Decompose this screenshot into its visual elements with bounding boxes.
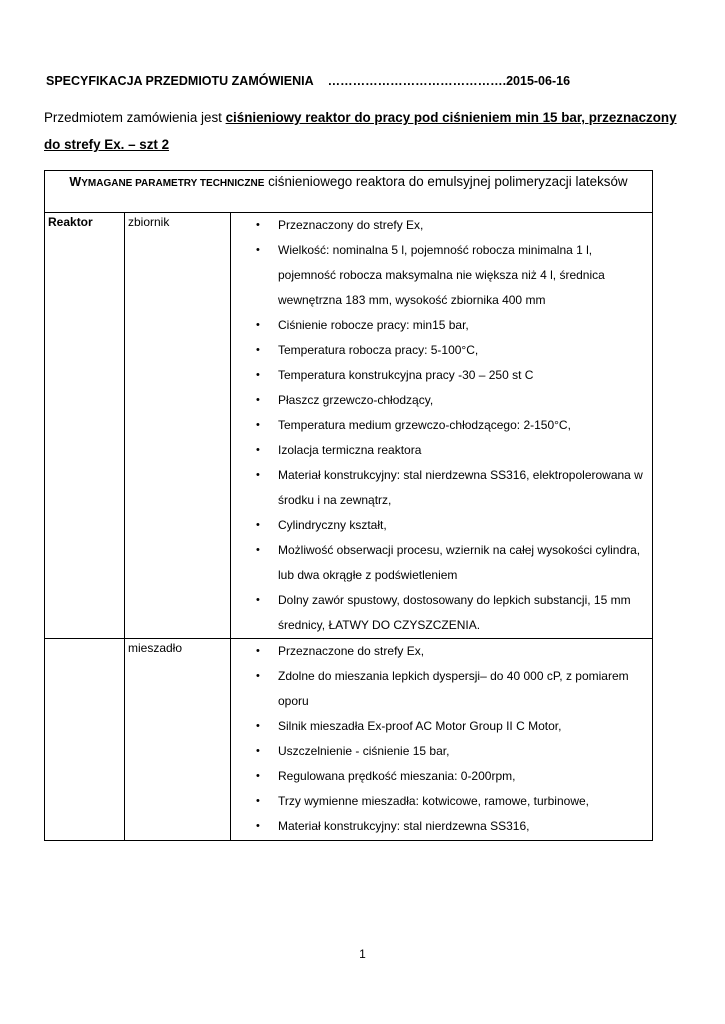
list-item [231, 639, 652, 664]
list-item [231, 388, 652, 413]
zbiornik-parameters-list [231, 213, 652, 638]
list-item [231, 714, 652, 739]
component-label-mieszadlo: mieszadło [125, 639, 231, 841]
list-item-text: Zdolne do mieszania lepkich dyspersji– do 40 000 cP, z pomiarem oporu [278, 669, 629, 708]
list-item-text: Izolacja termiczna reaktora [278, 443, 422, 457]
list-item-text: Możliwość obserwacji procesu, wziernik na całej wysokości cylindra, lub dwa okrągłe z podświetleniem [278, 543, 641, 582]
list-item [231, 764, 652, 789]
list-item [231, 814, 652, 839]
bullet-icon: • [256, 820, 260, 832]
table-row-zbiornik [45, 213, 653, 639]
bullet-icon: • [256, 795, 260, 807]
header-smallcaps-rest: YMAGANE PARAMETRY TECHNICZNE [81, 178, 265, 189]
document-heading [46, 74, 570, 88]
intro-paragraph [44, 104, 689, 158]
list-item [231, 313, 652, 338]
heading-title: SPECYFIKACJA PRZEDMIOTU ZAMÓWIENIA [46, 74, 314, 88]
parameters-list-cell [231, 213, 653, 639]
list-item [231, 789, 652, 814]
bullet-icon: • [256, 394, 260, 406]
list-item-text: Temperatura konstrukcyjna pracy -30 – 250 st C [278, 368, 534, 382]
list-item-text: Przeznaczony do strefy Ex, [278, 218, 424, 232]
bullet-icon: • [256, 645, 260, 657]
bullet-icon: • [256, 319, 260, 331]
table-header-cell [45, 171, 653, 213]
section-label-reaktor: Reaktor [45, 213, 125, 639]
bullet-icon: • [256, 770, 260, 782]
list-item [231, 463, 652, 513]
list-item [231, 213, 652, 238]
list-item-text: Trzy wymienne mieszadła: kotwicowe, ramowe, turbinowe, [278, 794, 589, 808]
bullet-icon: • [256, 594, 260, 606]
list-item [231, 513, 652, 538]
bullet-icon: • [256, 219, 260, 231]
bullet-icon: • [256, 720, 260, 732]
list-item [231, 664, 652, 714]
page-number: 1 [359, 947, 366, 961]
bullet-icon: • [256, 544, 260, 556]
list-item [231, 338, 652, 363]
list-item [231, 739, 652, 764]
bullet-icon: • [256, 369, 260, 381]
list-item-text: Materiał konstrukcyjny: stal nierdzewna SS316, elektropolerowana w środku i na zewnątrz, [278, 468, 643, 507]
header-smallcaps [69, 175, 265, 189]
list-item-text: Temperatura robocza pracy: 5-100°C, [278, 343, 479, 357]
list-item [231, 438, 652, 463]
section-label-empty [45, 639, 125, 841]
bullet-icon: • [256, 244, 260, 256]
list-item [231, 588, 652, 638]
list-item-text: Płaszcz grzewczo-chłodzący, [278, 393, 434, 407]
list-item-text: Temperatura medium grzewczo-chłodzącego: 2-150°C, [278, 418, 571, 432]
specification-table [44, 170, 653, 841]
list-item-text: Cylindryczny kształt, [278, 518, 387, 532]
heading-dots-date: …………………………………….2015-06-16 [327, 74, 571, 88]
list-item [231, 238, 652, 313]
list-item-text: Przeznaczone do strefy Ex, [278, 644, 425, 658]
bullet-icon: • [256, 469, 260, 481]
bullet-icon: • [256, 344, 260, 356]
bullet-icon: • [256, 745, 260, 757]
table-row-mieszadlo [45, 639, 653, 841]
list-item [231, 538, 652, 588]
bullet-icon: • [256, 444, 260, 456]
list-item-text: Wielkość: nominalna 5 l, pojemność robocza minimalna 1 l, pojemność robocza maksymalna nie większa niż 4 l, średnica wewnętrzna 183 mm, wysokość zbiornika 400 mm [278, 243, 605, 307]
bullet-icon: • [256, 419, 260, 431]
mieszadlo-parameters-list [231, 639, 652, 839]
bullet-icon: • [256, 519, 260, 531]
header-rest: ciśnieniowego reaktora do emulsyjnej polimeryzacji lateksów [264, 174, 628, 189]
list-item [231, 363, 652, 388]
parameters-list-cell [231, 639, 653, 841]
list-item-text: Silnik mieszadła Ex-proof AC Motor Group II C Motor, [278, 719, 562, 733]
list-item-text: Ciśnienie robocze pracy: min15 bar, [278, 318, 469, 332]
list-item-text: Regulowana prędkość mieszania: 0-200rpm, [278, 769, 516, 783]
list-item-text: Dolny zawór spustowy, dostosowany do lepkich substancji, 15 mm średnicy, ŁATWY DO CZYSZCZENIA. [278, 593, 631, 632]
bullet-icon: • [256, 670, 260, 682]
list-item [231, 413, 652, 438]
list-item-text: Uszczelnienie - ciśnienie 15 bar, [278, 744, 450, 758]
table-header-row [45, 171, 653, 213]
intro-subject: ciśnieniowy reaktor do pracy pod ciśnieniem min 15 bar, przeznaczony do strefy Ex. – szt 2 [44, 110, 677, 152]
header-smallcaps-first: W [69, 175, 82, 189]
component-label-zbiornik: zbiornik [125, 213, 231, 639]
intro-prefix: Przedmiotem zamówienia jest [44, 110, 226, 125]
list-item-text: Materiał konstrukcyjny: stal nierdzewna SS316, [278, 819, 530, 833]
